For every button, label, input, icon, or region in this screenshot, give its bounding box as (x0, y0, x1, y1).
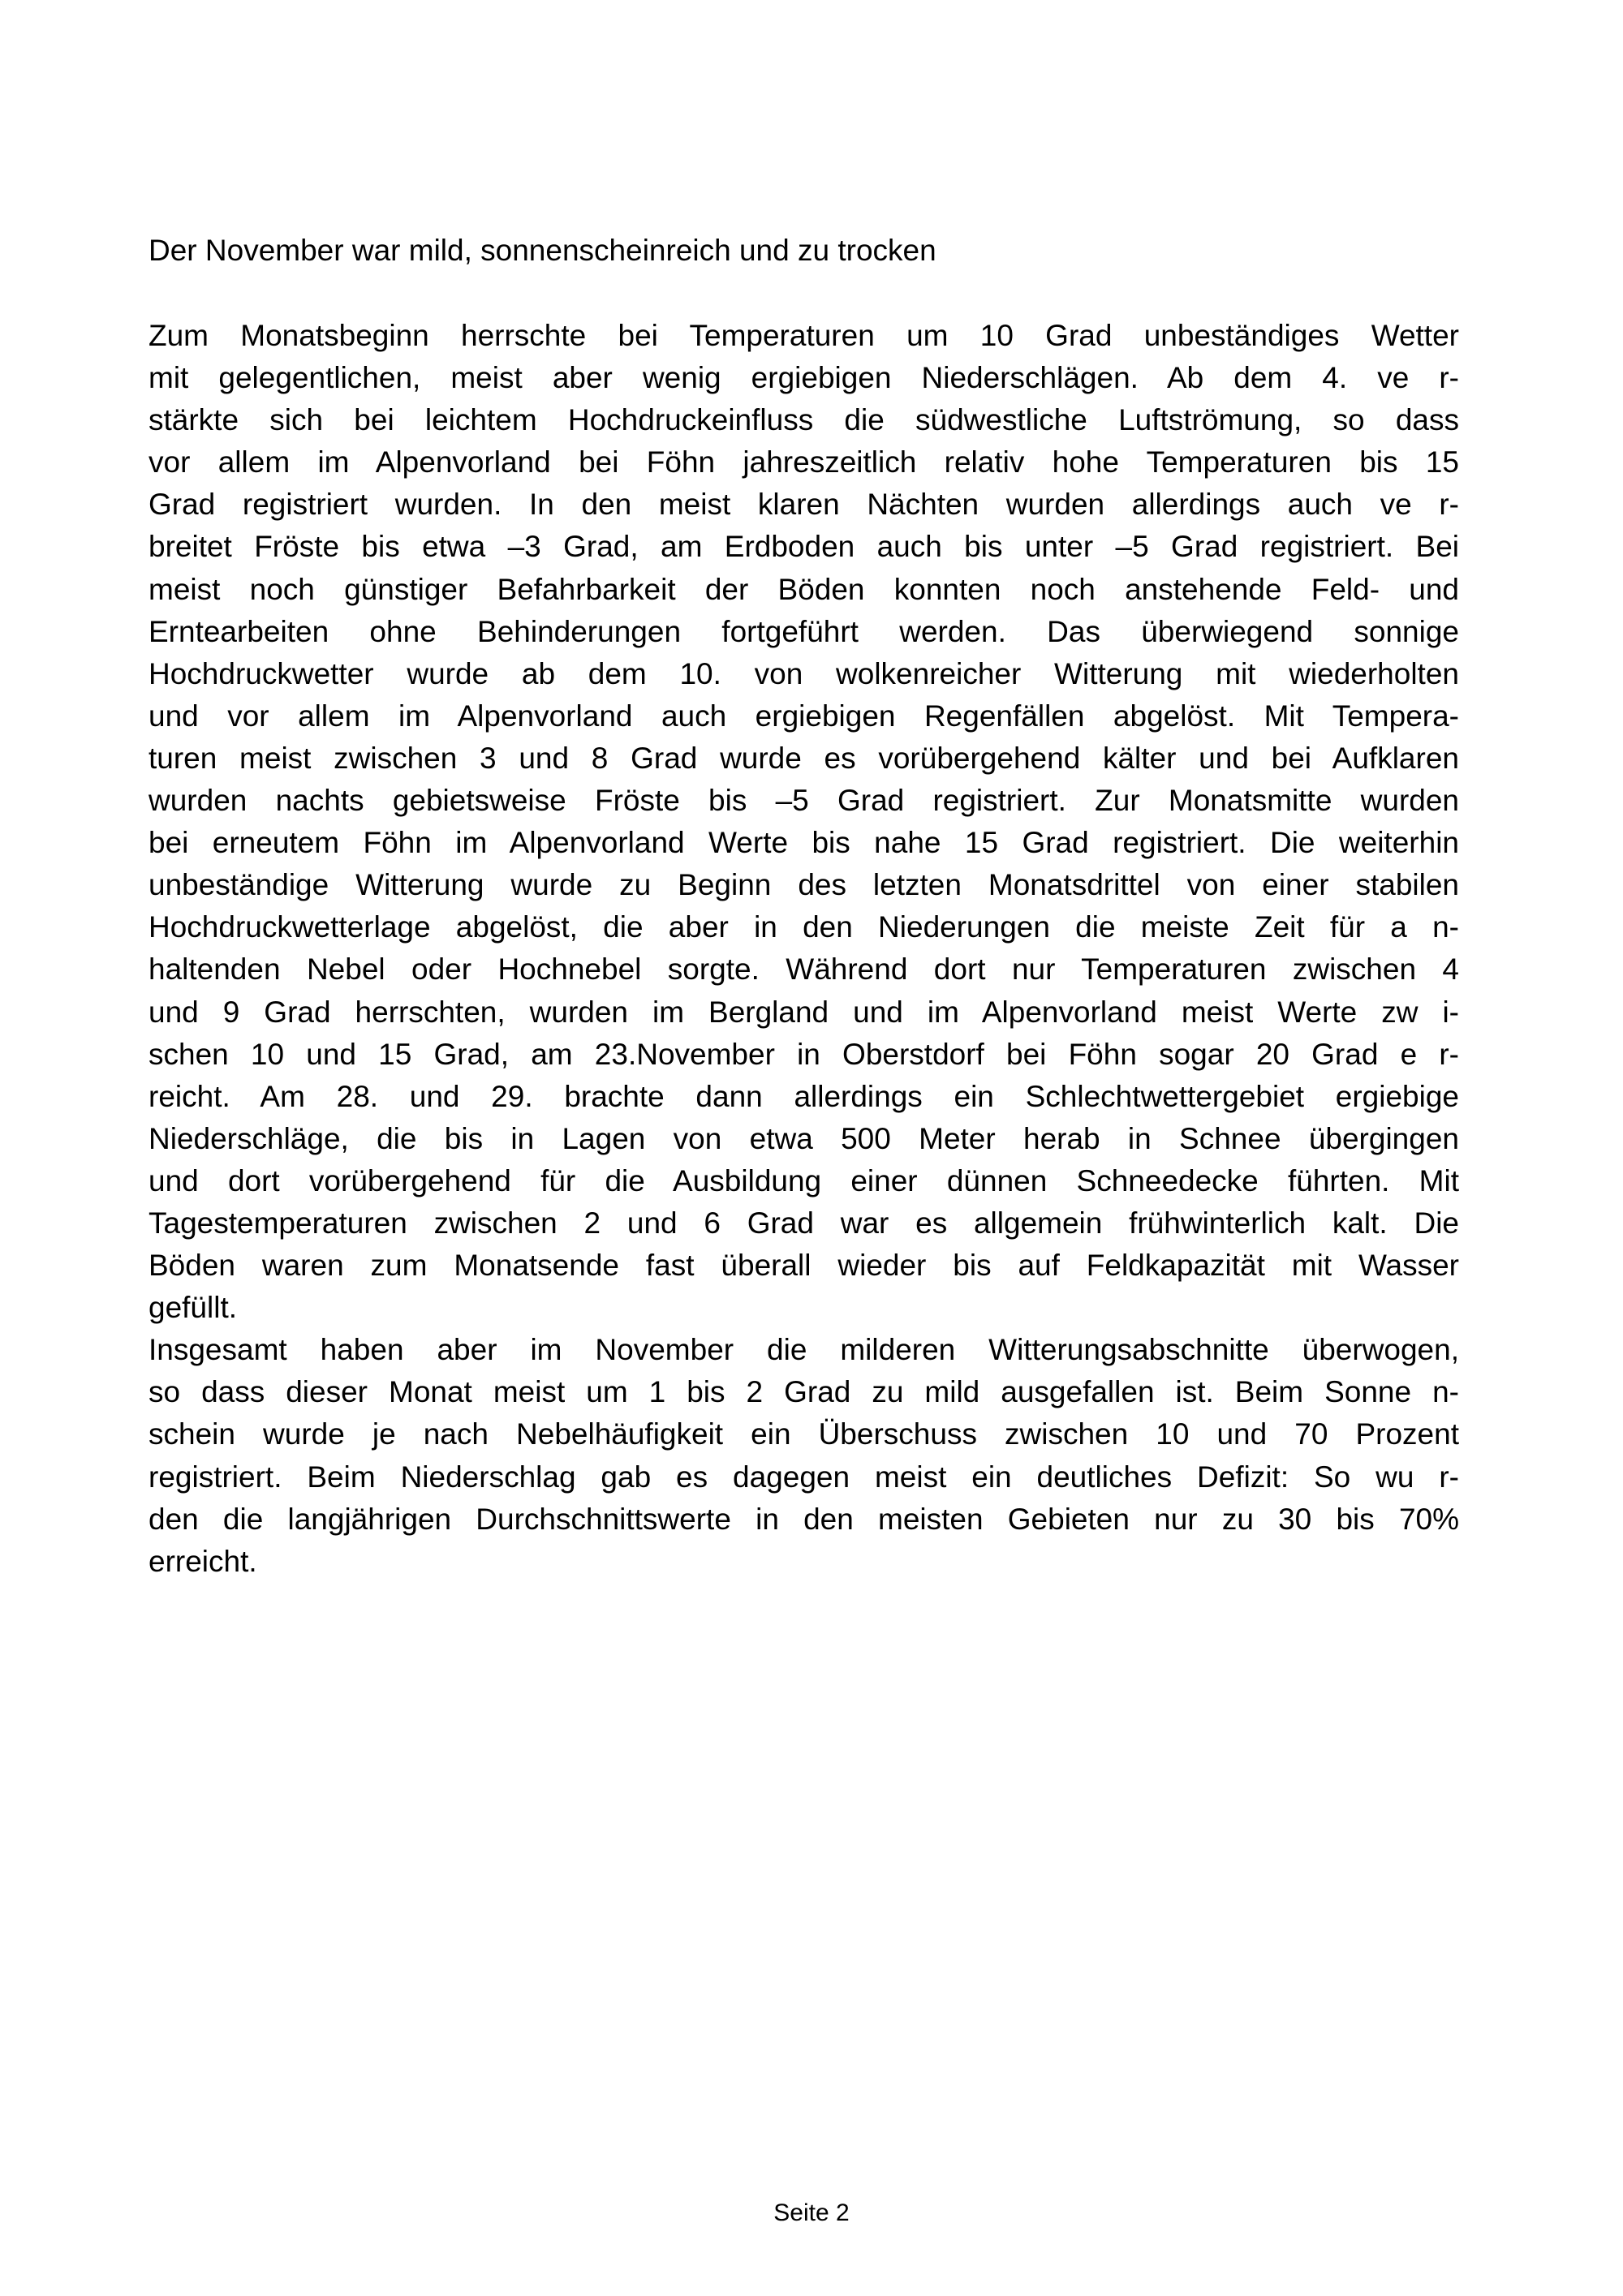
text-line: stärkte sich bei leichtem Hochdruckeinfluss die südwestliche Luftströmung, so dass (149, 403, 1459, 437)
text-line: bei erneutem Föhn im Alpenvorland Werte bis nahe 15 Grad registriert. Die weiterhin (149, 826, 1459, 860)
text-line: haltenden Nebel oder Hochnebel sorgte. Während dort nur Temperaturen zwischen 4 (149, 952, 1459, 987)
text-line: so dass dieser Monat meist um 1 bis 2 Grad zu mild ausgefallen ist. Beim Sonne n- (149, 1375, 1459, 1409)
text-line: registriert. Beim Niederschlag gab es dagegen meist ein deutliches Defizit: So wu r- (149, 1460, 1459, 1494)
text-line: unbeständige Witterung wurde zu Beginn des letzten Monatsdrittel von einer stabilen (149, 868, 1459, 902)
text-line: gefüllt. (149, 1291, 238, 1325)
text-line: schein wurde je nach Nebelhäufigkeit ein Überschuss zwischen 10 und 70 Prozent (149, 1417, 1459, 1451)
text-line: Hochdruckwetter wurde ab dem 10. von wolkenreicher Witterung mit wiederholten (149, 656, 1459, 690)
body-text (149, 315, 1459, 1583)
document-heading: Der November war mild, sonnenscheinreich und zu trocken (149, 234, 936, 267)
text-line: und dort vorübergehend für die Ausbildung einer dünnen Schneedecke führten. Mit (149, 1163, 1459, 1197)
text-line: und 9 Grad herrschten, wurden im Bergland und im Alpenvorland meist Werte zw i- (149, 995, 1459, 1029)
text-line: Erntearbeiten ohne Behinderungen fortgeführt werden. Das überwiegend sonnige (149, 614, 1459, 648)
text-line: Tagestemperaturen zwischen 2 und 6 Grad war es allgemein frühwinterlich kalt. Die (149, 1206, 1459, 1240)
text-line: meist noch günstiger Befahrbarkeit der Böden konnten noch anstehende Feld- und (149, 572, 1459, 606)
text-line: Grad registriert wurden. In den meist klaren Nächten wurden allerdings auch ve r- (149, 488, 1459, 522)
text-line: Insgesamt haben aber im November die milderen Witterungsabschnitte überwogen, (149, 1333, 1459, 1367)
text-line: breitet Fröste bis etwa –3 Grad, am Erdboden auch bis unter –5 Grad registriert. Bei (149, 530, 1459, 564)
text-line: erreicht. (149, 1544, 257, 1578)
text-line: den die langjährigen Durchschnittswerte in den meisten Gebieten nur zu 30 bis 70% (149, 1502, 1459, 1536)
text-line: wurden nachts gebietsweise Fröste bis –5 Grad registriert. Zur Monatsmitte wurden (149, 784, 1459, 818)
text-line: Zum Monatsbeginn herrschte bei Temperaturen um 10 Grad unbeständiges Wetter (149, 319, 1459, 352)
text-line: und vor allem im Alpenvorland auch ergiebigen Regenfällen abgelöst. Mit Tempera- (149, 699, 1459, 733)
text-line: vor allem im Alpenvorland bei Föhn jahreszeitlich relativ hohe Temperaturen bis 15 (149, 445, 1459, 479)
text-line: schen 10 und 15 Grad, am 23.November in Oberstdorf bei Föhn sogar 20 Grad e r- (149, 1037, 1459, 1071)
text-line: Niederschläge, die bis in Lagen von etwa 500 Meter herab in Schnee übergingen (149, 1121, 1459, 1155)
text-line: turen meist zwischen 3 und 8 Grad wurde es vorübergehend kälter und bei Aufklaren (149, 741, 1459, 775)
text-line: mit gelegentlichen, meist aber wenig ergiebigen Niederschlägen. Ab dem 4. ve r- (149, 361, 1459, 395)
page-number: Seite 2 (773, 2199, 850, 2226)
text-line: Hochdruckwetterlage abgelöst, die aber in den Niederungen die meiste Zeit für a n- (149, 910, 1459, 944)
text-line: reicht. Am 28. und 29. brachte dann allerdings ein Schlechtwettergebiet ergiebige (149, 1079, 1459, 1113)
text-line: Böden waren zum Monatsende fast überall wieder bis auf Feldkapazität mit Wasser (149, 1249, 1459, 1283)
